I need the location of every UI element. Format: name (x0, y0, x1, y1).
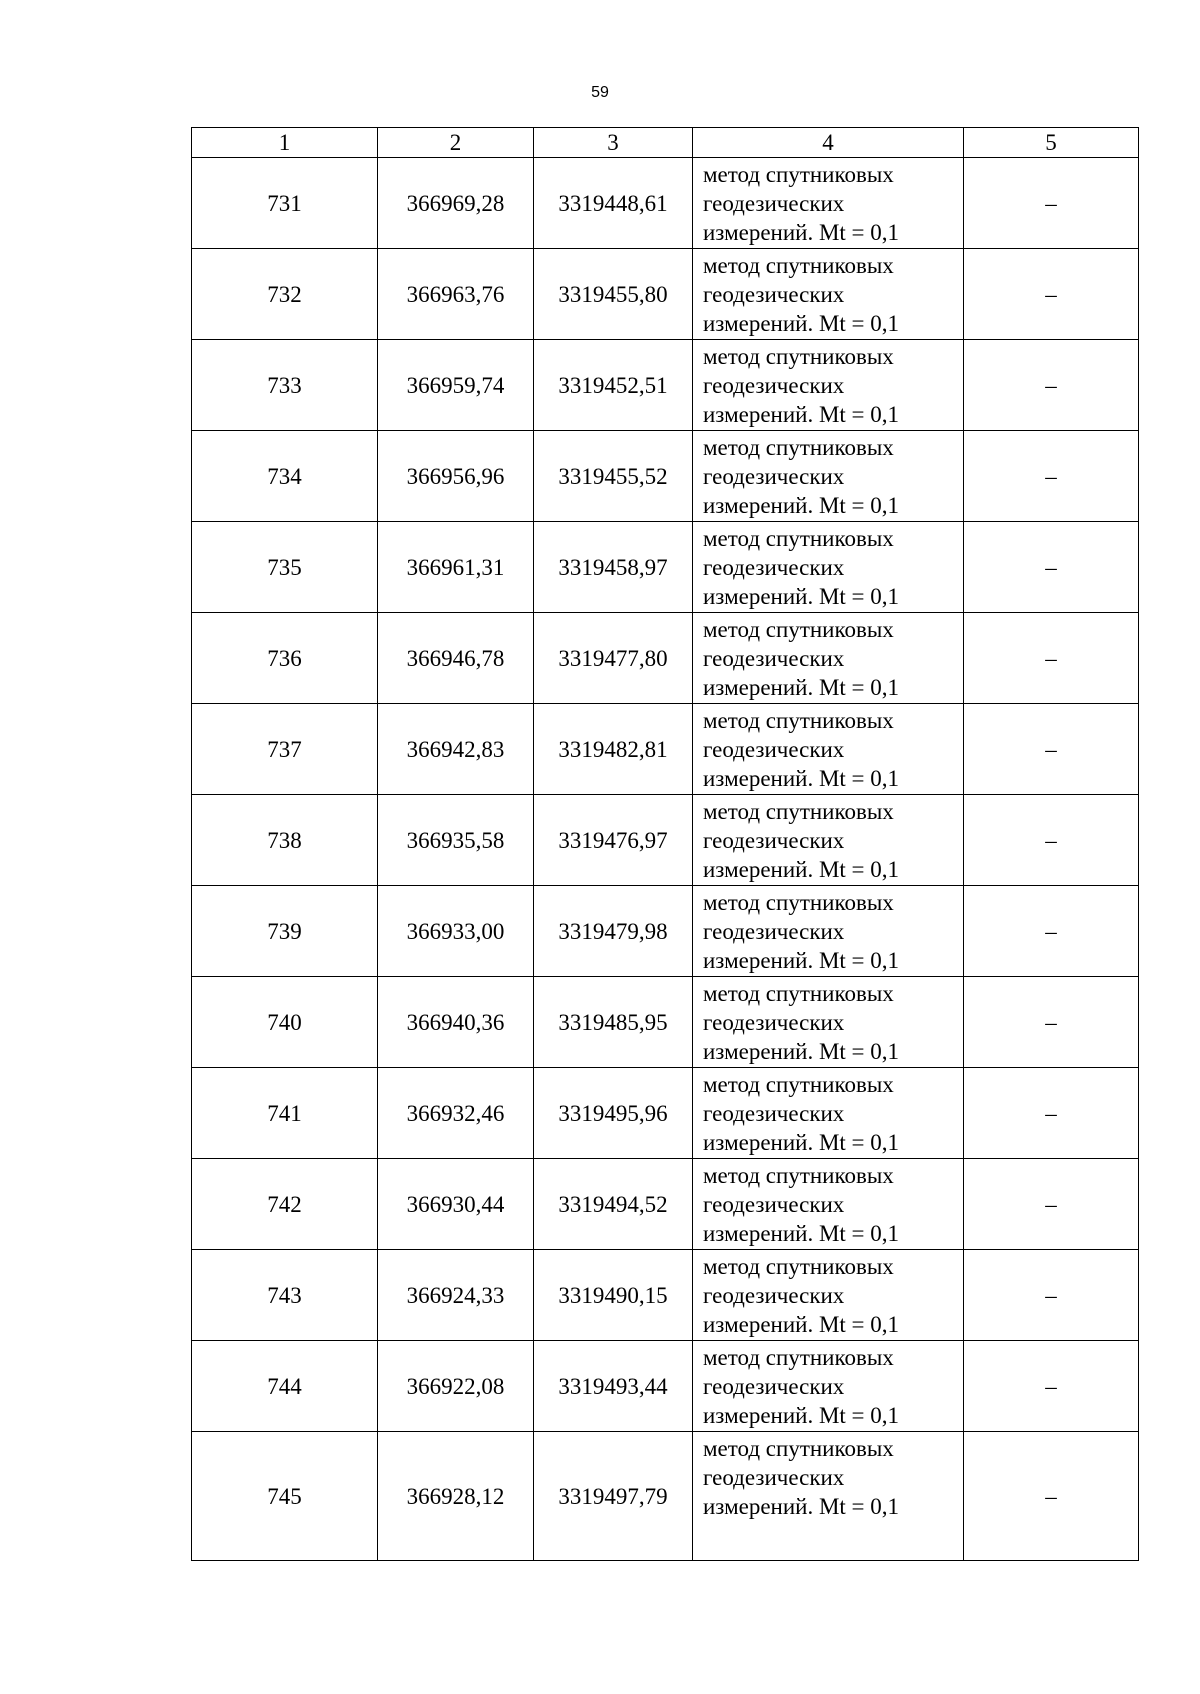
y-coordinate-cell: 3319452,51 (534, 340, 693, 431)
method-text-line: геодезических (703, 281, 845, 307)
note-cell: – (964, 1341, 1139, 1432)
table-header-row (192, 128, 1139, 158)
y-coordinate-cell: 3319477,80 (534, 613, 693, 704)
method-cell (693, 1341, 964, 1432)
point-number-cell: 739 (192, 886, 378, 977)
method-text-line: метод спутниковых (703, 525, 894, 551)
method-cell (693, 886, 964, 977)
point-number-cell: 735 (192, 522, 378, 613)
table-row (192, 158, 1139, 249)
y-coordinate-cell: 3319455,52 (534, 431, 693, 522)
x-coordinate-cell: 366942,83 (378, 704, 534, 795)
y-coordinate-cell: 3319455,80 (534, 249, 693, 340)
method-cell (693, 1159, 964, 1250)
table-row (192, 249, 1139, 340)
method-text-line: метод спутниковых (703, 1253, 894, 1279)
method-cell (693, 977, 964, 1068)
method-text-line: измерений. Mt = 0,1 (703, 1129, 900, 1155)
method-cell (693, 1250, 964, 1341)
method-text-line: метод спутниковых (703, 434, 894, 460)
note-cell: – (964, 1250, 1139, 1341)
point-number-cell: 733 (192, 340, 378, 431)
note-cell: – (964, 1068, 1139, 1159)
y-coordinate-cell: 3319495,96 (534, 1068, 693, 1159)
method-text-line: геодезических (703, 827, 845, 853)
table-row (192, 795, 1139, 886)
column-header: 3 (534, 128, 693, 158)
table-row (192, 1432, 1139, 1561)
note-cell: – (964, 1159, 1139, 1250)
note-cell: – (964, 795, 1139, 886)
coordinates-table (191, 127, 1139, 1561)
x-coordinate-cell: 366924,33 (378, 1250, 534, 1341)
method-cell (693, 613, 964, 704)
method-text-line: измерений. Mt = 0,1 (703, 674, 900, 700)
point-number-cell: 742 (192, 1159, 378, 1250)
method-cell (693, 249, 964, 340)
y-coordinate-cell: 3319490,15 (534, 1250, 693, 1341)
method-text-line: метод спутниковых (703, 798, 894, 824)
note-cell: – (964, 886, 1139, 977)
method-text-line: измерений. Mt = 0,1 (703, 1220, 900, 1246)
note-cell: – (964, 613, 1139, 704)
table-row (192, 613, 1139, 704)
y-coordinate-cell: 3319479,98 (534, 886, 693, 977)
note-cell: – (964, 977, 1139, 1068)
x-coordinate-cell: 366932,46 (378, 1068, 534, 1159)
point-number-cell: 736 (192, 613, 378, 704)
method-text-line: геодезических (703, 463, 845, 489)
column-header: 2 (378, 128, 534, 158)
table-row (192, 704, 1139, 795)
method-cell (693, 522, 964, 613)
method-text-line: геодезических (703, 372, 845, 398)
method-text-line: геодезических (703, 918, 845, 944)
point-number-cell: 737 (192, 704, 378, 795)
x-coordinate-cell: 366969,28 (378, 158, 534, 249)
column-header: 5 (964, 128, 1139, 158)
note-cell: – (964, 522, 1139, 613)
method-text-line: геодезических (703, 1191, 845, 1217)
x-coordinate-cell: 366959,74 (378, 340, 534, 431)
table-row (192, 1341, 1139, 1432)
method-text-line: метод спутниковых (703, 889, 894, 915)
method-text-line: метод спутниковых (703, 1344, 894, 1370)
method-text-line: метод спутниковых (703, 980, 894, 1006)
y-coordinate-cell: 3319482,81 (534, 704, 693, 795)
method-text-line: измерений. Mt = 0,1 (703, 856, 900, 882)
y-coordinate-cell: 3319493,44 (534, 1341, 693, 1432)
method-text-line: измерений. Mt = 0,1 (703, 1494, 900, 1519)
method-text-line: метод спутниковых (703, 252, 894, 278)
x-coordinate-cell: 366961,31 (378, 522, 534, 613)
method-text-line: геодезических (703, 1373, 845, 1399)
method-text-line: измерений. Mt = 0,1 (703, 765, 900, 791)
page-number: 59 (591, 84, 609, 101)
y-coordinate-cell: 3319497,79 (534, 1432, 693, 1561)
point-number-cell: 743 (192, 1250, 378, 1341)
column-header: 1 (192, 128, 378, 158)
point-number-cell: 745 (192, 1432, 378, 1561)
method-cell (693, 431, 964, 522)
method-text-line: измерений. Mt = 0,1 (703, 310, 900, 336)
method-cell (693, 158, 964, 249)
table-row (192, 522, 1139, 613)
x-coordinate-cell: 366946,78 (378, 613, 534, 704)
method-text-line: измерений. Mt = 0,1 (703, 947, 900, 973)
table-row (192, 1068, 1139, 1159)
table-body (192, 158, 1139, 1561)
method-text-line: измерений. Mt = 0,1 (703, 219, 900, 245)
table-row (192, 1159, 1139, 1250)
method-text-line: геодезических (703, 1282, 845, 1308)
column-header: 4 (693, 128, 964, 158)
table-row (192, 886, 1139, 977)
table-row (192, 340, 1139, 431)
method-text-line: измерений. Mt = 0,1 (703, 1038, 900, 1064)
method-text-line: геодезических (703, 1009, 845, 1035)
point-number-cell: 740 (192, 977, 378, 1068)
point-number-cell: 732 (192, 249, 378, 340)
point-number-cell: 741 (192, 1068, 378, 1159)
method-text-line: измерений. Mt = 0,1 (703, 1311, 900, 1337)
method-text-line: метод спутниковых (703, 343, 894, 369)
method-text-line: геодезических (703, 190, 845, 216)
table-row (192, 977, 1139, 1068)
y-coordinate-cell: 3319448,61 (534, 158, 693, 249)
point-number-cell: 744 (192, 1341, 378, 1432)
x-coordinate-cell: 366963,76 (378, 249, 534, 340)
note-cell: – (964, 704, 1139, 795)
x-coordinate-cell: 366933,00 (378, 886, 534, 977)
point-number-cell: 738 (192, 795, 378, 886)
table-row (192, 431, 1139, 522)
method-text-line: метод спутниковых (703, 1436, 894, 1461)
x-coordinate-cell: 366930,44 (378, 1159, 534, 1250)
point-number-cell: 734 (192, 431, 378, 522)
method-cell (693, 1432, 964, 1561)
method-text-line: метод спутниковых (703, 161, 894, 187)
method-cell (693, 340, 964, 431)
method-text-line: измерений. Mt = 0,1 (703, 1402, 900, 1428)
method-text-line: геодезических (703, 554, 845, 580)
method-text-line: метод спутниковых (703, 1162, 894, 1188)
x-coordinate-cell: 366928,12 (378, 1432, 534, 1561)
note-cell: – (964, 340, 1139, 431)
method-text-line: метод спутниковых (703, 616, 894, 642)
y-coordinate-cell: 3319494,52 (534, 1159, 693, 1250)
method-text-line: метод спутниковых (703, 1071, 894, 1097)
method-text-line: измерений. Mt = 0,1 (703, 492, 900, 518)
y-coordinate-cell: 3319485,95 (534, 977, 693, 1068)
method-cell (693, 795, 964, 886)
y-coordinate-cell: 3319458,97 (534, 522, 693, 613)
point-number-cell: 731 (192, 158, 378, 249)
x-coordinate-cell: 366940,36 (378, 977, 534, 1068)
method-text-line: геодезических (703, 736, 845, 762)
method-text-line: метод спутниковых (703, 707, 894, 733)
method-text-line: измерений. Mt = 0,1 (703, 401, 900, 427)
method-text-line: измерений. Mt = 0,1 (703, 583, 900, 609)
method-text-line: геодезических (703, 1465, 845, 1490)
note-cell: – (964, 431, 1139, 522)
y-coordinate-cell: 3319476,97 (534, 795, 693, 886)
x-coordinate-cell: 366922,08 (378, 1341, 534, 1432)
note-cell: – (964, 249, 1139, 340)
x-coordinate-cell: 366956,96 (378, 431, 534, 522)
method-cell (693, 704, 964, 795)
method-cell (693, 1068, 964, 1159)
note-cell: – (964, 1432, 1139, 1561)
method-text-line: геодезических (703, 1100, 845, 1126)
table-row (192, 1250, 1139, 1341)
method-text-line: геодезических (703, 645, 845, 671)
x-coordinate-cell: 366935,58 (378, 795, 534, 886)
note-cell: – (964, 158, 1139, 249)
